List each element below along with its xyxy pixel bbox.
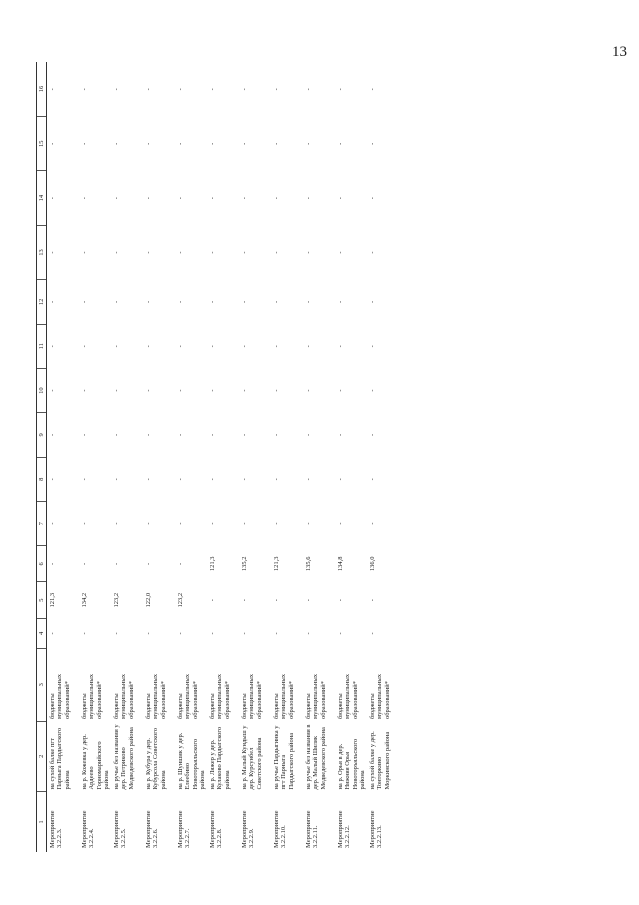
value-cell: - [273,251,280,254]
value-cell: 136,0 [369,556,376,572]
value-cell: - [145,632,152,635]
value-cell: - [337,88,344,91]
value-cell: - [241,599,248,602]
measure-name-cell: Мероприятие 3.2.2.3. [49,810,64,848]
value-cell: - [369,522,376,525]
value-cell: - [113,300,120,303]
rotated-table-container [36,62,524,852]
value-cell: - [49,562,56,565]
value-cell: - [337,632,344,635]
value-cell: - [209,522,216,525]
value-cell: - [369,142,376,145]
value-cell: - [81,632,88,635]
value-cell: - [81,345,88,348]
location-cell: на ручье Пардыгинка у пгт Парныга Пардыгского района [273,725,295,790]
value-cell: - [49,345,56,348]
value-cell: 135,2 [241,556,248,572]
value-cell: - [369,197,376,200]
value-cell: 123,2 [113,592,120,608]
value-cell: - [177,197,184,200]
value-cell: - [81,389,88,392]
value-cell: - [241,522,248,525]
value-cell: 134,8 [337,556,344,572]
value-cell: - [145,300,152,303]
value-cell: - [305,197,312,200]
value-cell: - [49,389,56,392]
value-cell: - [113,433,120,436]
value-cell: 123,2 [177,592,184,608]
value-cell: - [145,345,152,348]
column-header: 16 [37,62,47,117]
table-row [271,62,303,852]
value-cell: - [49,632,56,635]
value-cell: - [145,197,152,200]
column-header: 15 [37,117,47,171]
column-header: 14 [37,171,47,225]
value-cell: - [81,197,88,200]
value-cell: - [369,599,376,602]
value-cell: - [113,389,120,392]
value-cell: - [369,345,376,348]
value-cell: - [209,478,216,481]
column-header: 11 [37,324,47,368]
value-cell: - [81,251,88,254]
table-row [111,62,143,852]
location-cell: на р. Шуншик у дер. Елеебино Новоторъяльского района [177,732,207,790]
value-cell: - [305,632,312,635]
column-header: 10 [37,368,47,412]
funding-source-cell: бюджеты муниципальных образований* [81,674,103,720]
measure-name-cell: Мероприятие 3.2.2.4. [81,810,96,848]
value-cell: - [369,478,376,481]
value-cell: - [145,478,152,481]
value-cell: - [145,389,152,392]
funding-source-cell: бюджеты муниципальных образований* [113,674,135,720]
location-cell: на ручье без названия в дер. Малый Шиляк Медведевского района [305,724,327,790]
value-cell: - [369,300,376,303]
measure-name-cell: Мероприятие 3.2.2.13. [369,810,384,848]
value-cell: - [177,345,184,348]
table-header [37,62,47,852]
value-cell: - [369,251,376,254]
location-cell: на р. Ляжер у дер. Кулаково Пардыгского района [209,726,231,790]
column-header: 3 [37,648,47,721]
location-cell: на сухой балке пгт Парныга Пардыгского района [49,727,71,790]
value-cell: - [81,142,88,145]
value-cell: - [49,88,56,91]
value-cell: - [177,142,184,145]
table-row [47,62,80,852]
funding-source-cell: бюджеты муниципальных образований* [209,674,231,720]
value-cell: - [113,142,120,145]
value-cell: - [113,562,120,565]
value-cell: - [337,142,344,145]
value-cell: - [337,599,344,602]
location-cell: на р. Малый Кундыш у дер. Курсунбел Советского района [241,725,263,790]
measures-table [36,62,403,852]
table-row [367,62,403,852]
value-cell: - [369,632,376,635]
table-row [303,62,335,852]
value-cell: - [241,142,248,145]
location-cell: на р. Кубура у дер. Кубурсола Советского района [145,728,167,790]
value-cell: - [337,300,344,303]
value-cell: - [337,251,344,254]
value-cell: - [209,197,216,200]
funding-source-cell: бюджеты муниципальных образований* [241,674,263,720]
value-cell: - [145,562,152,565]
value-cell: - [113,478,120,481]
value-cell: - [113,251,120,254]
value-cell: - [81,300,88,303]
value-cell: - [273,632,280,635]
value-cell: - [209,632,216,635]
value-cell: - [337,478,344,481]
page-number: 13 [612,44,627,60]
value-cell: - [273,522,280,525]
location-cell: на ручье без названия у дер. Петриково Медведевского района [113,724,135,790]
value-cell: - [241,478,248,481]
value-cell: - [49,251,56,254]
value-cell: - [273,197,280,200]
value-cell: - [209,88,216,91]
measure-name-cell: Мероприятие 3.2.2.8. [209,810,224,848]
value-cell: - [305,433,312,436]
value-cell: - [209,433,216,436]
value-cell: - [241,345,248,348]
value-cell: - [209,345,216,348]
value-cell: - [305,389,312,392]
value-cell: - [49,300,56,303]
column-header: 7 [37,501,47,545]
value-cell: - [177,478,184,481]
column-header: 4 [37,618,47,648]
value-cell: - [81,522,88,525]
column-header: 8 [37,457,47,501]
measure-name-cell: Мероприятие 3.2.2.6. [145,810,160,848]
value-cell: - [81,562,88,565]
value-cell: - [273,345,280,348]
value-cell: - [113,632,120,635]
value-cell: - [209,142,216,145]
value-cell: - [305,300,312,303]
funding-source-cell: бюджеты муниципальных образований* [273,674,295,720]
measure-name-cell: Мероприятие 3.2.2.5. [113,810,128,848]
value-cell: - [337,389,344,392]
value-cell: - [241,433,248,436]
value-cell: - [145,142,152,145]
value-cell: - [273,300,280,303]
value-cell: - [177,433,184,436]
measure-name-cell: Мероприятие 3.2.2.12. [337,810,352,848]
value-cell: - [209,251,216,254]
value-cell: - [273,478,280,481]
measure-name-cell: Мероприятие 3.2.2.10. [273,810,288,848]
value-cell: - [177,632,184,635]
value-cell: - [305,345,312,348]
table-row [143,62,175,852]
value-cell: - [177,300,184,303]
location-cell: на сухой балке у дер. Тонторкино Моркинского района [369,731,391,790]
measure-name-cell: Мероприятие 3.2.2.9. [241,810,256,848]
funding-source-cell: бюджеты муниципальных образований* [337,674,359,720]
value-cell: - [49,522,56,525]
table-row [175,62,207,852]
value-cell: - [305,88,312,91]
column-header: 2 [37,721,47,792]
column-header: 12 [37,280,47,324]
value-cell: - [273,433,280,436]
funding-source-cell: бюджеты муниципальных образований* [49,674,71,720]
value-cell: - [273,389,280,392]
value-cell: - [81,478,88,481]
value-cell: - [241,197,248,200]
location-cell: на р. Орья в дер. Нижняя Орья Новоторъяльского района [337,738,367,790]
column-header: 13 [37,225,47,279]
column-header: 5 [37,582,47,618]
value-cell: - [113,522,120,525]
value-cell: - [113,345,120,348]
funding-source-cell: бюджеты муниципальных образований* [305,674,327,720]
value-cell: - [81,433,88,436]
value-cell: - [241,251,248,254]
value-cell: - [145,88,152,91]
value-cell: - [177,389,184,392]
value-cell: - [241,632,248,635]
value-cell: - [369,433,376,436]
value-cell: - [337,345,344,348]
value-cell: - [49,142,56,145]
value-cell: - [177,562,184,565]
value-cell: 121,3 [209,556,216,572]
value-cell: - [305,251,312,254]
table-row [335,62,367,852]
value-cell: - [209,300,216,303]
measure-name-cell: Мероприятие 3.2.2.11. [305,810,320,848]
table-body [47,62,404,852]
value-cell: - [177,522,184,525]
value-cell: - [305,522,312,525]
value-cell: 121,3 [49,592,56,608]
value-cell: - [145,433,152,436]
funding-source-cell: бюджеты муниципальных образований* [369,674,391,720]
value-cell: - [241,389,248,392]
value-cell: 121,3 [273,556,280,572]
value-cell: - [305,599,312,602]
value-cell: 135,6 [305,556,312,572]
value-cell: - [337,433,344,436]
column-header: 9 [37,413,47,457]
value-cell: - [49,433,56,436]
value-cell: - [241,88,248,91]
table-row [79,62,111,852]
value-cell: - [369,88,376,91]
measure-name-cell: Мероприятие 3.2.2.7. [177,810,192,848]
value-cell: - [209,599,216,602]
value-cell: - [49,197,56,200]
location-cell: на р. Кожевка у дер. Ардеево Горномарийского района [81,734,111,790]
value-cell: - [273,142,280,145]
table-row [239,62,271,852]
table-row [207,62,239,852]
funding-source-cell: бюджеты муниципальных образований* [145,674,167,720]
value-cell: - [209,389,216,392]
funding-source-cell: бюджеты муниципальных образований* [177,674,199,720]
value-cell: - [81,88,88,91]
value-cell: - [305,478,312,481]
value-cell: - [305,142,312,145]
value-cell: - [369,389,376,392]
value-cell: - [337,197,344,200]
value-cell: - [273,88,280,91]
column-header: 1 [37,792,47,852]
value-cell: - [113,197,120,200]
value-cell: 122,0 [145,592,152,608]
value-cell: - [241,300,248,303]
value-cell: - [145,522,152,525]
value-cell: - [113,88,120,91]
value-cell: - [177,251,184,254]
value-cell: 134,2 [81,592,88,608]
value-cell: - [273,599,280,602]
value-cell: - [145,251,152,254]
value-cell: - [49,478,56,481]
value-cell: - [337,522,344,525]
column-header: 6 [37,546,47,582]
value-cell: - [177,88,184,91]
